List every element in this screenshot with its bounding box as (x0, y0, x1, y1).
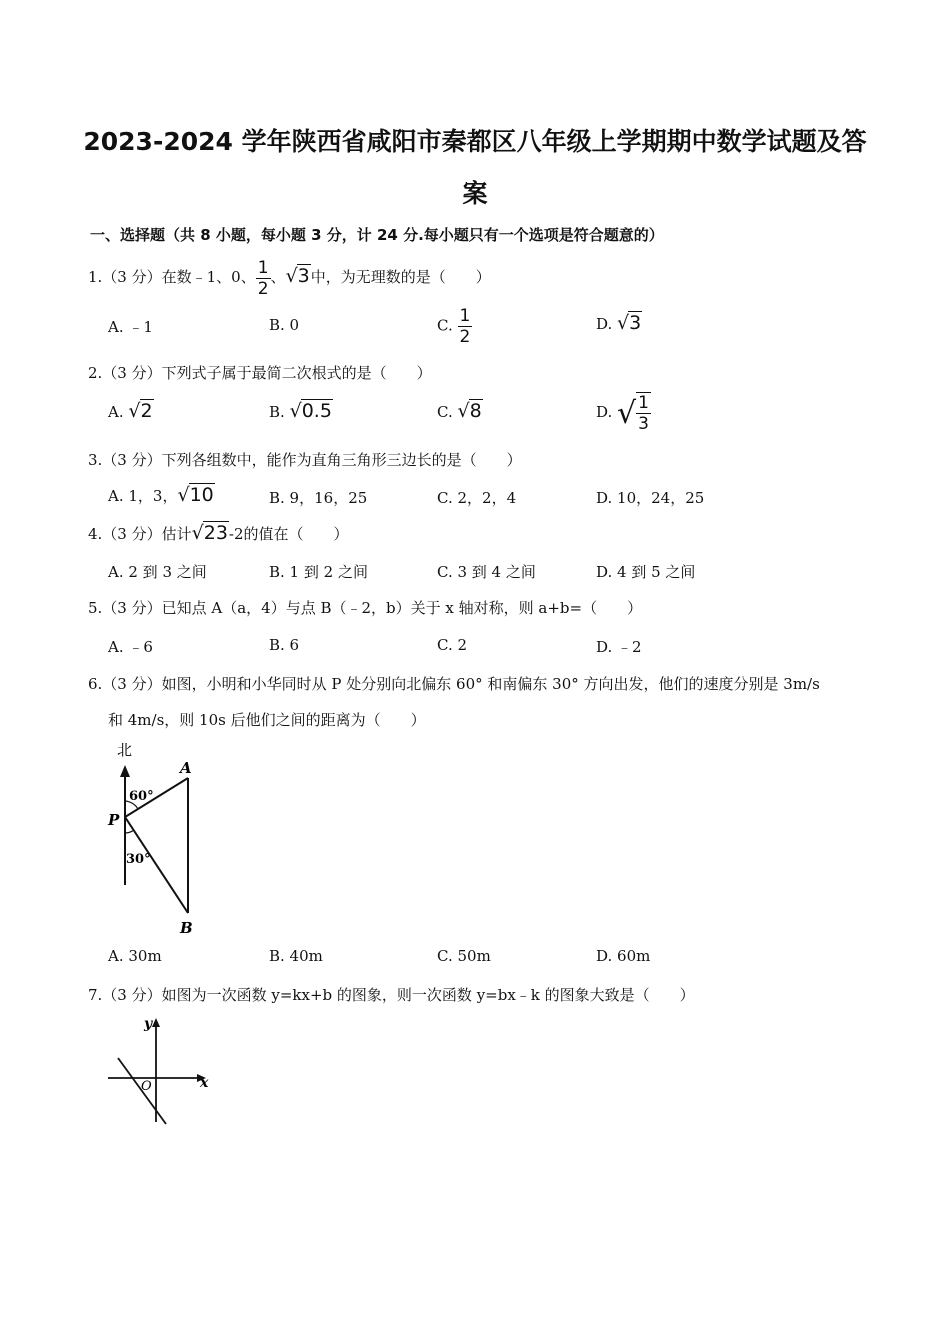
q1-suffix: 中，为无理数的是（ ） (310, 268, 491, 286)
q4-option-c[interactable]: C. 3 到 4 之间 (437, 563, 536, 581)
question-1-stem (88, 256, 491, 300)
q1-option-b[interactable]: B. 0 (269, 316, 300, 334)
question-7-stem: 7.（3 分）如图为一次函数 y=kx+b 的图象，则一次函数 y=bx﹣k 的图象大致是（ ） (88, 986, 695, 1004)
q5-option-c[interactable]: C. 2 (437, 636, 468, 654)
q2-option-d[interactable]: D. √ $\frac{1}{3}$ (596, 393, 649, 434)
q2-option-b[interactable]: B. √0.5 (269, 400, 332, 422)
q1-option-d[interactable]: D. √3 (596, 312, 642, 334)
q3-option-a[interactable]: A. 1，3，√10 (108, 484, 214, 506)
q7-figure (100, 1012, 220, 1132)
fig-north-label: 北 (117, 741, 133, 759)
q3-option-d[interactable]: D. 10，24，25 (596, 489, 705, 507)
question-6-stem-line1: 6.（3 分）如图，小明和小华同时从 P 处分别向北偏东 60° 和南偏东 30° 方向出发，他们的速度分别是 3m/s (88, 675, 820, 693)
document-title-line2: 案 (462, 179, 488, 208)
question-6-stem-line2: 和 4m/s，则 10s 后他们之间的距离为（ ） (108, 711, 426, 729)
document-title-line1: 2023-2024 学年陕西省咸阳市秦都区八年级上学期期中数学试题及答 (83, 127, 867, 156)
fig-y-label: y (144, 1016, 153, 1032)
fig-point-p: P (108, 811, 120, 829)
q4-option-a[interactable]: A. 2 到 3 之间 (108, 563, 207, 581)
q6-option-c[interactable]: C. 50m (437, 947, 491, 965)
q2-option-a[interactable]: A. √2 (108, 400, 153, 422)
q4-option-d[interactable]: D. 4 到 5 之间 (596, 563, 696, 581)
fig-point-b: B (180, 919, 193, 937)
fig-x-label: x (200, 1075, 209, 1091)
q1-option-a[interactable]: A. ﹣1 (108, 318, 153, 336)
fig-y-arrow-icon (152, 1018, 160, 1027)
q1-sqrt: √3 (285, 265, 310, 287)
fig-origin-label: O (141, 1079, 152, 1094)
q5-option-b[interactable]: B. 6 (269, 636, 300, 654)
q1-option-c[interactable]: C. $\frac{1}{2}$ (437, 306, 471, 347)
q6-option-b[interactable]: B. 40m (269, 947, 323, 965)
q6-figure (100, 735, 210, 940)
q3-option-c[interactable]: C. 2，2，4 (437, 489, 517, 507)
q2-option-c[interactable]: C. √8 (437, 400, 482, 422)
q3-option-b[interactable]: B. 9，16，25 (269, 489, 368, 507)
question-5-stem: 5.（3 分）已知点 A（a，4）与点 B（﹣2，b）关于 x 轴对称，则 a+b=（ ） (88, 599, 643, 617)
fig-point-a: A (180, 759, 192, 777)
question-2-stem: 2.（3 分）下列式子属于最简二次根式的是（ ） (88, 364, 432, 382)
q1-prefix: 1.（3 分）在数﹣1、0、 (88, 268, 256, 286)
question-3-stem: 3.（3 分）下列各组数中，能作为直角三角形三边长的是（ ） (88, 451, 522, 469)
question-4-stem: 4.（3 分）估计√23-2的值在（ ） (88, 522, 349, 544)
q5-option-a[interactable]: A. ﹣6 (108, 638, 153, 656)
fig-angle-60: 60° (129, 789, 154, 804)
fig-arrowhead-icon (120, 765, 130, 777)
q1-fraction: $\frac{1}{2}$ (257, 257, 269, 299)
q1-sep: 、 (270, 268, 286, 286)
q4-option-b[interactable]: B. 1 到 2 之间 (269, 563, 368, 581)
q6-option-d[interactable]: D. 60m (596, 947, 651, 965)
fig-angle-30: 30° (126, 852, 151, 867)
q5-option-d[interactable]: D. ﹣2 (596, 638, 642, 656)
fig-arc-30 (125, 830, 134, 833)
q6-option-a[interactable]: A. 30m (108, 947, 162, 965)
section-heading: 一、选择题（共 8 小题，每小题 3 分，计 24 分.每小题只有一个选项是符合题意的） (90, 226, 664, 244)
